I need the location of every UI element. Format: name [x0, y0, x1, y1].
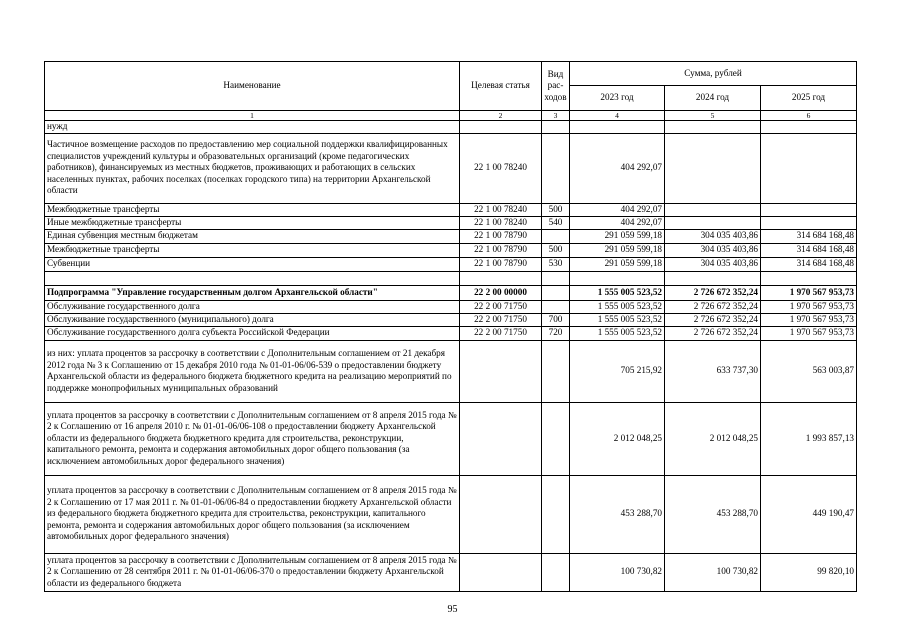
row-value-2024: 2 012 048,25	[665, 402, 761, 475]
row-article	[460, 121, 542, 134]
row-kind	[542, 300, 570, 313]
row-value-2023	[570, 271, 665, 285]
column-numbers-row	[45, 111, 857, 121]
table-row	[45, 216, 857, 229]
row-value-2023: 453 288,70	[570, 475, 665, 553]
row-value-2025	[761, 271, 857, 285]
row-value-2024	[665, 121, 761, 134]
row-article	[460, 553, 542, 591]
row-value-2023: 291 059 599,18	[570, 229, 665, 243]
table-row	[45, 121, 857, 134]
row-value-2025	[761, 216, 857, 229]
row-kind	[542, 475, 570, 553]
table-row	[45, 326, 857, 340]
row-value-2023: 1 555 005 523,52	[570, 313, 665, 326]
row-kind	[542, 121, 570, 134]
row-value-2024: 633 737,30	[665, 340, 761, 402]
table-body	[45, 121, 857, 592]
row-article: 22 2 00 71750	[460, 300, 542, 313]
row-article: 22 1 00 78790	[460, 257, 542, 271]
row-name: Единая субвенция местным бюджетам	[45, 229, 460, 243]
row-name: из них: уплата процентов за рассрочку в соответствии с Дополнительным соглашением от 21 декабря 2012 года № 3 к Соглашению от 15 декабря 2010 года № 01-01-06/06-539 о предоставлении бюджету Архангельской области из федерального бюджета бюджетного кредита на реализацию мероприятий по поддержке монопрофильных муниципальных образований	[45, 340, 460, 402]
row-article: 22 2 00 71750	[460, 326, 542, 340]
row-name: Обслуживание государственного (муниципального) долга	[45, 313, 460, 326]
row-name: Субвенции	[45, 257, 460, 271]
row-name: Межбюджетные трансферты	[45, 203, 460, 216]
row-name: Подпрограмма "Управление государственным долгом Архангельской области"	[45, 285, 460, 300]
table-row	[45, 475, 857, 553]
row-value-2025: 314 684 168,48	[761, 257, 857, 271]
row-value-2024: 304 035 403,86	[665, 243, 761, 257]
row-value-2025: 1 970 567 953,73	[761, 285, 857, 300]
row-kind	[542, 402, 570, 475]
column-number: 2	[460, 111, 542, 121]
row-value-2023: 291 059 599,18	[570, 243, 665, 257]
header-2024: 2024 год	[665, 86, 761, 111]
budget-table	[44, 61, 857, 592]
table-row	[45, 203, 857, 216]
row-value-2025: 99 820,10	[761, 553, 857, 591]
column-number: 4	[570, 111, 665, 121]
table-row	[45, 229, 857, 243]
row-value-2025: 563 003,87	[761, 340, 857, 402]
table-row	[45, 340, 857, 402]
row-article: 22 1 00 78790	[460, 229, 542, 243]
row-value-2023: 705 215,92	[570, 340, 665, 402]
row-name: уплата процентов за рассрочку в соответствии с Дополнительным соглашением от 8 апреля 2015 года № 2 к Соглашению от 17 мая 2011 г. № 01-01-06/06-84 о предоставлении бюджету Архангельской области из федерального бюджета бюджетного кредита для строительства, реконструкции, капитального ремонта, ремонта и содержания автомобильных дорог общего пользования (за исключением автомобильных дорог федерального значения)	[45, 475, 460, 553]
row-kind	[542, 133, 570, 203]
row-value-2023: 100 730,82	[570, 553, 665, 591]
row-name: нужд	[45, 121, 460, 134]
row-kind	[542, 340, 570, 402]
row-kind	[542, 229, 570, 243]
row-kind: 500	[542, 243, 570, 257]
row-name: уплата процентов за рассрочку в соответствии с Дополнительным соглашением от 8 апреля 2015 года № 2 к Соглашению от 28 сентября 2011 г. № 01-01-06/06-370 о предоставлении бюджету Архангельской области из федерального бюджета	[45, 553, 460, 591]
row-value-2024: 100 730,82	[665, 553, 761, 591]
row-value-2023: 2 012 048,25	[570, 402, 665, 475]
row-kind	[542, 285, 570, 300]
row-name: Иные межбюджетные трансферты	[45, 216, 460, 229]
header-kind: Вид рас-ходов	[542, 62, 570, 111]
row-value-2023: 291 059 599,18	[570, 257, 665, 271]
row-name: уплата процентов за рассрочку в соответствии с Дополнительным соглашением от 8 апреля 2015 года № 2 к Соглашению от 16 апреля 2010 г. № 01-01-06/06-108 о предоставлении бюджету Архангельской области из федерального бюджета бюджетного кредита для строительства, реконструкции, капитального ремонта, ремонта и содержания автомобильных дорог общего пользования (за исключением автомобильных дорог федерального значения)	[45, 402, 460, 475]
row-value-2024: 453 288,70	[665, 475, 761, 553]
header-2025: 2025 год	[761, 86, 857, 111]
row-value-2025	[761, 203, 857, 216]
table-row	[45, 313, 857, 326]
column-number: 6	[761, 111, 857, 121]
row-value-2025	[761, 133, 857, 203]
table-row	[45, 243, 857, 257]
row-value-2023: 1 555 005 523,52	[570, 300, 665, 313]
header-article: Целевая статья	[460, 62, 542, 111]
row-value-2024	[665, 216, 761, 229]
row-value-2023: 1 555 005 523,52	[570, 285, 665, 300]
row-value-2024: 2 726 672 352,24	[665, 313, 761, 326]
row-value-2024: 2 726 672 352,24	[665, 326, 761, 340]
row-value-2025: 314 684 168,48	[761, 243, 857, 257]
row-value-2024	[665, 271, 761, 285]
row-article: 22 2 00 00000	[460, 285, 542, 300]
row-name: Частичное возмещение расходов по предоставлению мер социальной поддержки квалифицированных специалистов учреждений культуры и образовательных организаций (кроме педагогических работников), финансируемых из местных бюджетов, проживающих и работающих в сельских населенных пунктах, рабочих поселках (поселках городского типа) на территории Архангельской области	[45, 133, 460, 203]
row-value-2024: 2 726 672 352,24	[665, 300, 761, 313]
row-value-2025: 1 970 567 953,73	[761, 326, 857, 340]
row-value-2024	[665, 203, 761, 216]
row-value-2024: 304 035 403,86	[665, 229, 761, 243]
row-value-2025: 1 970 567 953,73	[761, 313, 857, 326]
row-name: Обслуживание государственного долга	[45, 300, 460, 313]
row-value-2023: 404 292,07	[570, 133, 665, 203]
table-row	[45, 553, 857, 591]
header-name: Наименование	[45, 62, 460, 111]
table-row	[45, 257, 857, 271]
row-article: 22 1 00 78240	[460, 216, 542, 229]
header-sum: Сумма, рублей	[570, 62, 857, 86]
table-row	[45, 271, 857, 285]
page-number: 95	[447, 604, 458, 615]
row-kind: 700	[542, 313, 570, 326]
column-number: 5	[665, 111, 761, 121]
row-kind: 530	[542, 257, 570, 271]
row-kind: 720	[542, 326, 570, 340]
row-article: 22 1 00 78240	[460, 133, 542, 203]
row-value-2024: 304 035 403,86	[665, 257, 761, 271]
row-value-2023: 404 292,07	[570, 216, 665, 229]
table-row	[45, 402, 857, 475]
row-kind	[542, 271, 570, 285]
row-value-2025: 314 684 168,48	[761, 229, 857, 243]
column-number: 3	[542, 111, 570, 121]
column-number: 1	[45, 111, 460, 121]
row-article	[460, 475, 542, 553]
table-row	[45, 300, 857, 313]
row-name	[45, 271, 460, 285]
row-article	[460, 340, 542, 402]
row-value-2024	[665, 133, 761, 203]
row-name: Обслуживание государственного долга субъекта Российской Федерации	[45, 326, 460, 340]
row-value-2023: 1 555 005 523,52	[570, 326, 665, 340]
row-value-2024: 2 726 672 352,24	[665, 285, 761, 300]
header-2023: 2023 год	[570, 86, 665, 111]
row-name: Межбюджетные трансферты	[45, 243, 460, 257]
row-kind	[542, 553, 570, 591]
row-value-2023	[570, 121, 665, 134]
table-row	[45, 285, 857, 300]
row-value-2025: 449 190,47	[761, 475, 857, 553]
row-kind: 500	[542, 203, 570, 216]
row-value-2025: 1 970 567 953,73	[761, 300, 857, 313]
row-value-2023: 404 292,07	[570, 203, 665, 216]
row-value-2025: 1 993 857,13	[761, 402, 857, 475]
row-article: 22 2 00 71750	[460, 313, 542, 326]
row-kind: 540	[542, 216, 570, 229]
table-row	[45, 133, 857, 203]
row-article: 22 1 00 78790	[460, 243, 542, 257]
row-article: 22 1 00 78240	[460, 203, 542, 216]
row-value-2025	[761, 121, 857, 134]
row-article	[460, 271, 542, 285]
row-article	[460, 402, 542, 475]
